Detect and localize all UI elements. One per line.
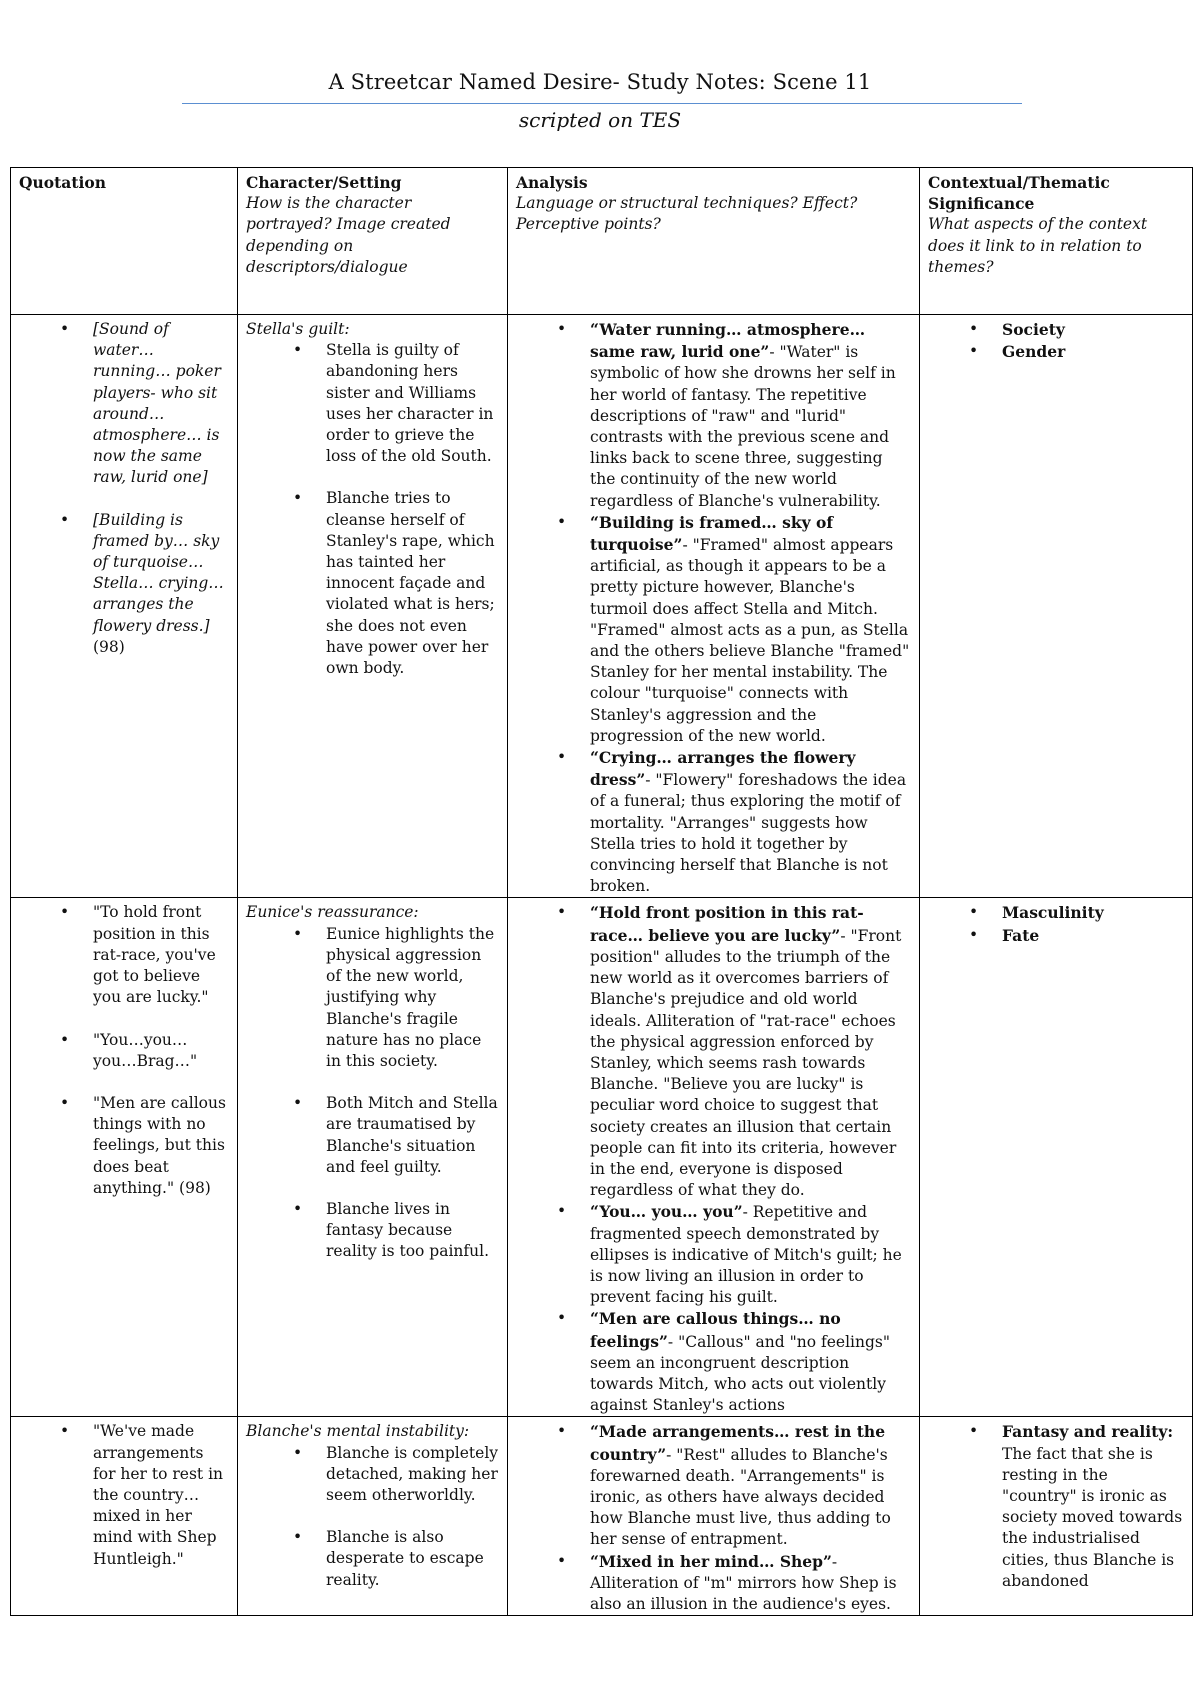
document-subtitle: scripted on TES <box>518 108 682 132</box>
header-subtitle: What aspects of the context does it link to in relation to themes? <box>928 215 1148 276</box>
header-subtitle: Language or structural techniques? Effect? Perceptive points? <box>516 194 858 234</box>
analysis-cell <box>508 1417 920 1616</box>
analysis-quote: “Building is framed… sky of turquoise” <box>590 512 834 555</box>
table-row <box>11 898 1193 1417</box>
analysis-point <box>557 747 911 897</box>
bullet-icon: • <box>293 924 303 943</box>
theme-name: Masculinity <box>1002 903 1104 923</box>
quotation-cell <box>11 898 238 1417</box>
analysis-text: - "Water" is symbolic of how she drowns her self in her world of fantasy. The repetitive descriptions of "raw" and "lurid" contrasts with the previous scene and links back to scene three, suggesting the continuity of the new world regardless of Blanche's vulnerability. <box>590 343 896 510</box>
analysis-text: - "Framed" almost appears artificial, as though it appears to be a pretty picture however, Blanche's turmoil does affect Stella and Mitch. "Framed" almost acts as a pun, as Stella and the others believe Blanche "framed" Stanley for her mental instability. The colour "turquoise" connects with Stanley's aggression and the progression of the new world. <box>590 536 910 745</box>
analysis-point <box>557 319 911 512</box>
quotation-text: "Men are callous things with no feelings, but this does beat anything." (98) <box>93 1093 226 1197</box>
analysis-text: - Alliteration of "m" mirrors how Shep is also an illusion in the audience's eyes. <box>590 1552 897 1613</box>
theme-name: Fantasy and reality: <box>1002 1422 1174 1442</box>
quotation-item <box>60 1093 229 1199</box>
bullet-icon: • <box>60 1422 70 1441</box>
theme-item <box>969 925 1184 947</box>
theme-name: Gender <box>1002 342 1066 362</box>
quotation-text: "We've made arrangements for her to rest in the country… mixed in her mind with Shep Huntleigh." <box>93 1422 224 1568</box>
header-analysis <box>508 168 920 315</box>
analysis-quote: “Hold front position in this rat-race… believe you are lucky” <box>590 903 864 945</box>
header-quotation <box>11 168 238 315</box>
character-cell <box>238 1417 508 1616</box>
bullet-icon: • <box>557 512 567 531</box>
table-row <box>11 315 1193 898</box>
character-point <box>293 1443 499 1507</box>
character-point-text: Blanche tries to cleanse herself of Stanley's rape, which has tainted her innocent façade and violated what is hers; she does not even have power over her own body. <box>326 489 495 678</box>
theme-name: Society <box>1002 320 1065 339</box>
quotation-item <box>60 319 229 489</box>
bullet-icon: • <box>60 1093 70 1112</box>
analysis-quote: “Men are callous things… no feelings” <box>590 1309 841 1351</box>
bullet-icon: • <box>293 341 303 360</box>
bullet-icon: • <box>293 1528 303 1547</box>
quotation-cell <box>11 1417 238 1616</box>
quotation-cell <box>11 315 238 898</box>
analysis-point <box>557 1551 911 1616</box>
bullet-icon: • <box>60 1030 70 1049</box>
quotation-item <box>60 510 229 658</box>
character-point <box>293 1527 499 1591</box>
bullet-icon: • <box>293 1094 303 1113</box>
analysis-text: - Repetitive and fragmented speech demonstrated by ellipses is indicative of Mitch's guilt; he is now living an illusion in order to prevent facing his guilt. <box>590 1203 902 1307</box>
character-point-text: Blanche is also desperate to escape reality. <box>326 1528 484 1589</box>
analysis-text: - "Rest" alludes to Blanche's forewarned death. "Arrangements" is ironic, as others have always decided how Blanche must live, thus adding to her sense of entrapment. <box>590 1445 891 1549</box>
header-context <box>920 168 1193 315</box>
character-point-text: Stella is guilty of abandoning hers sister and Williams uses her character in order to grieve the loss of the old South. <box>326 341 494 466</box>
theme-text: The fact that she is resting in the "country" is ironic as society moved towards the industrialised cities, thus Blanche is abandoned <box>1002 1444 1183 1590</box>
analysis-point <box>557 1308 911 1416</box>
analysis-text: - "Flowery" foreshadows the idea of a funeral; thus exploring the motif of mortality. "Arranges" suggests how Stella tries to hold it together by convincing herself that Blanche is not broken. <box>590 771 907 896</box>
character-point-text: Eunice highlights the physical aggression of the new world, justifying why Blanche's fragile nature has no place in this society. <box>326 924 495 1070</box>
theme-item <box>969 902 1184 924</box>
context-cell <box>920 898 1193 1417</box>
character-label: Blanche's mental instability: <box>246 1422 470 1441</box>
bullet-icon: • <box>557 903 567 922</box>
quotation-item <box>60 902 229 1008</box>
theme-item <box>969 319 1184 341</box>
analysis-point <box>557 902 911 1201</box>
analysis-point <box>557 1201 911 1308</box>
bullet-icon: • <box>60 510 70 529</box>
bullet-icon: • <box>557 748 567 767</box>
character-point <box>293 924 499 1072</box>
theme-item <box>969 1421 1184 1592</box>
analysis-cell <box>508 315 920 898</box>
title-underline <box>182 103 1022 104</box>
bullet-icon: • <box>969 903 979 922</box>
header-subtitle: How is the character portrayed? Image created depending on descriptors/dialogue <box>246 194 451 276</box>
character-label: Eunice's reassurance: <box>246 903 419 922</box>
bullet-icon: • <box>60 320 70 338</box>
quotation-text: "To hold front position in this rat-race, you've got to believe you are lucky." <box>93 903 216 1007</box>
study-notes-table <box>10 167 1193 1616</box>
header-title: Character/Setting <box>246 173 402 192</box>
document-title: A Streetcar Named Desire- Study Notes: Scene 11 <box>328 70 872 94</box>
bullet-icon: • <box>293 1443 303 1462</box>
analysis-cell <box>508 898 920 1417</box>
bullet-icon: • <box>969 320 979 338</box>
table-row <box>11 1417 1193 1616</box>
bullet-icon: • <box>557 1551 567 1570</box>
analysis-point <box>557 1421 911 1550</box>
page-reference: (98) <box>93 637 125 656</box>
bullet-icon: • <box>293 489 303 508</box>
analysis-quote: “Mixed in her mind… Shep” <box>590 1551 832 1571</box>
character-cell <box>238 315 508 898</box>
bullet-icon: • <box>557 1202 567 1221</box>
analysis-quote: “Water running… atmosphere… same raw, lurid one” <box>590 320 866 362</box>
header-title: Analysis <box>516 173 588 192</box>
character-point-text: Blanche is completely detached, making her seem otherworldly. <box>326 1443 499 1504</box>
bullet-icon: • <box>557 1422 567 1441</box>
table-header-row <box>11 168 1193 315</box>
bullet-icon: • <box>969 925 979 944</box>
analysis-quote: “You… you… you” <box>590 1202 743 1222</box>
bullet-icon: • <box>557 320 567 338</box>
character-point-text: Blanche lives in fantasy because reality is too painful. <box>326 1199 490 1261</box>
character-cell <box>238 898 508 1417</box>
character-point <box>293 1199 499 1263</box>
bullet-icon: • <box>60 903 70 922</box>
analysis-quote: “Crying… arranges the flowery dress” <box>590 748 856 790</box>
analysis-text: - "Front position" alludes to the triumph of the new world as it overcomes barriers of Blanche's prejudice and old world ideals. Alliteration of "rat-race" echoes the physical aggression enforced by Stanley, which seems rash towards Blanche. "Believe you are lucky" is peculiar word choice to suggest that society creates an illusion that certain people can fit into its criteria, however in the end, everyone is disposed regardless of what they do. <box>590 926 902 1200</box>
character-point <box>293 340 499 467</box>
character-point-text: Both Mitch and Stella are traumatised by Blanche's situation and feel guilty. <box>326 1094 498 1176</box>
quotation-item <box>60 1421 229 1569</box>
character-label: Stella's guilt: <box>246 320 350 338</box>
bullet-icon: • <box>969 342 979 361</box>
analysis-quote: “Made arrangements… rest in the country” <box>590 1422 886 1464</box>
character-point <box>293 1093 499 1178</box>
quotation-text: [Sound of water… running… poker players- who sit around… atmosphere… is now the same raw, lurid one] <box>93 320 221 487</box>
character-point <box>293 488 499 679</box>
quotation-text: [Building is framed by… sky of turquoise… Stella… crying… arranges the flowery dress.] <box>93 510 224 635</box>
quotation-item <box>60 1030 229 1072</box>
quotation-text: "You…you… you…Brag…" <box>93 1030 198 1070</box>
header-character-setting <box>238 168 508 315</box>
header-title: Quotation <box>19 173 106 192</box>
context-cell <box>920 315 1193 898</box>
header-title: Contextual/Thematic Significance <box>928 173 1110 214</box>
context-cell <box>920 1417 1193 1616</box>
theme-name: Fate <box>1002 925 1040 945</box>
bullet-icon: • <box>293 1199 303 1218</box>
analysis-text: - "Callous" and "no feelings" seem an incongruent description towards Mitch, who acts out violently against Stanley's actions <box>590 1332 890 1415</box>
theme-item <box>969 341 1184 363</box>
bullet-icon: • <box>557 1309 567 1328</box>
analysis-point <box>557 512 911 747</box>
bullet-icon: • <box>969 1422 979 1441</box>
